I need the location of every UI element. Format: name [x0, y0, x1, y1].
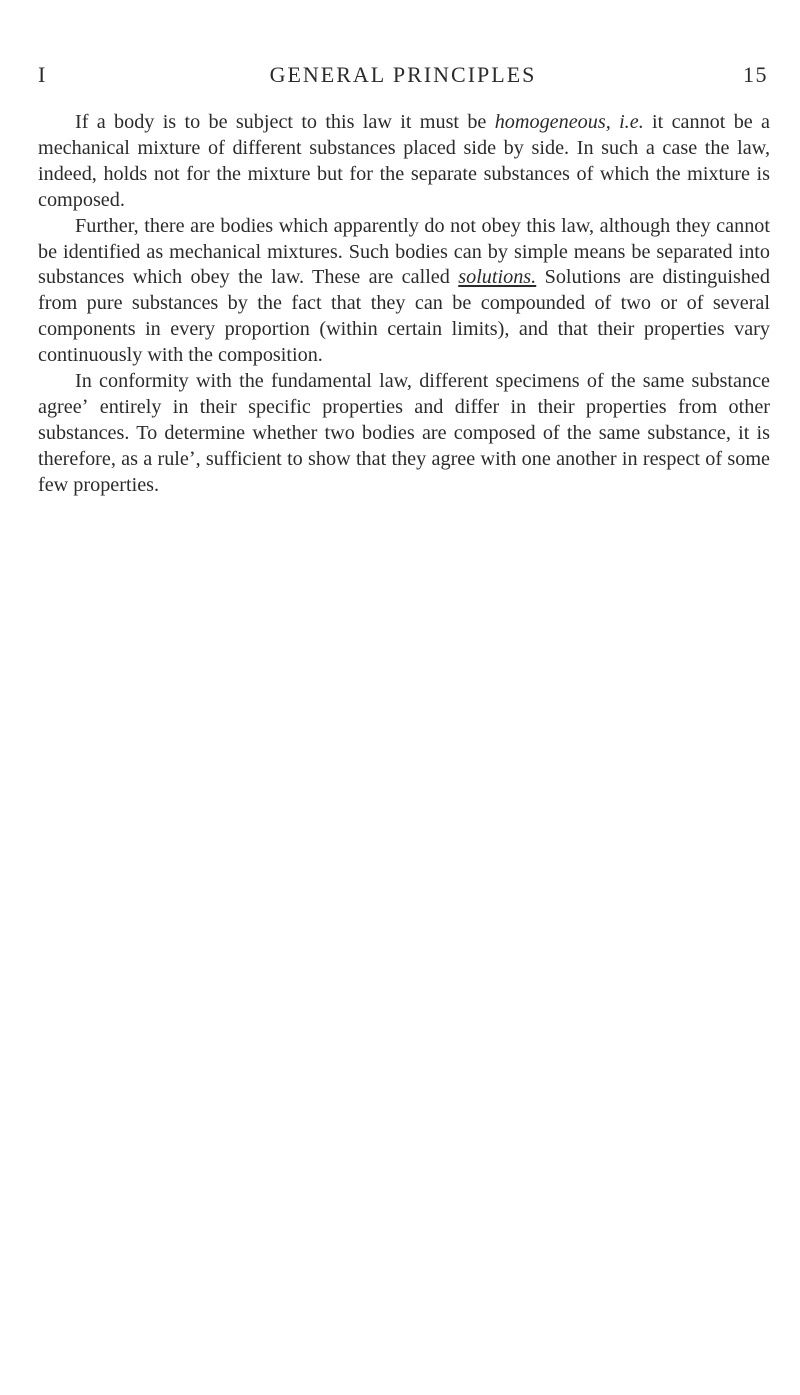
italic-term: homogeneous,	[494, 111, 611, 133]
paragraph-solutions	[38, 214, 770, 369]
paragraph-text: Solutions are distinguished from pure substances by the fact that they can be compounded of two or of several components in every proportion (within certain limits), and that their properties vary continuously with the composition.	[38, 266, 770, 367]
running-title: GENERAL PRINCIPLES	[269, 62, 537, 87]
running-head	[38, 62, 768, 94]
paragraph-text	[611, 111, 619, 133]
italic-abbreviation: i.e.	[619, 111, 644, 133]
paragraph-text: it cannot be a mechanical mixture of different substances placed side by side. In such a case the law, indeed, holds not for the mixture but for the separate substances of which the mixture is composed.	[38, 111, 771, 211]
page-number: 15	[743, 62, 768, 87]
paragraph-conformity: In conformity with the fundamental law, different specimens of the same substance agreeʼ entirely in their specific properties and differ in their properties from other substances. To determine whether two bodies are composed of the same substance, it is therefore, as a ruleʼ, sufficient to show that they agree with one another in respect of some few properties.	[38, 370, 770, 496]
paragraph-text: If a body is to be subject to this law it must be	[75, 111, 495, 133]
paragraph-homogeneous	[38, 110, 770, 214]
chapter-number: I	[38, 62, 47, 87]
italic-term: solutions.	[458, 266, 537, 289]
paragraph-text: Further, there are bodies which apparently do not obey this law, although they cannot be identified as mechanical mixtures. Such bodies can by simple means be separated into substances which obey the law. These are called	[38, 214, 770, 289]
body-text	[38, 110, 770, 499]
